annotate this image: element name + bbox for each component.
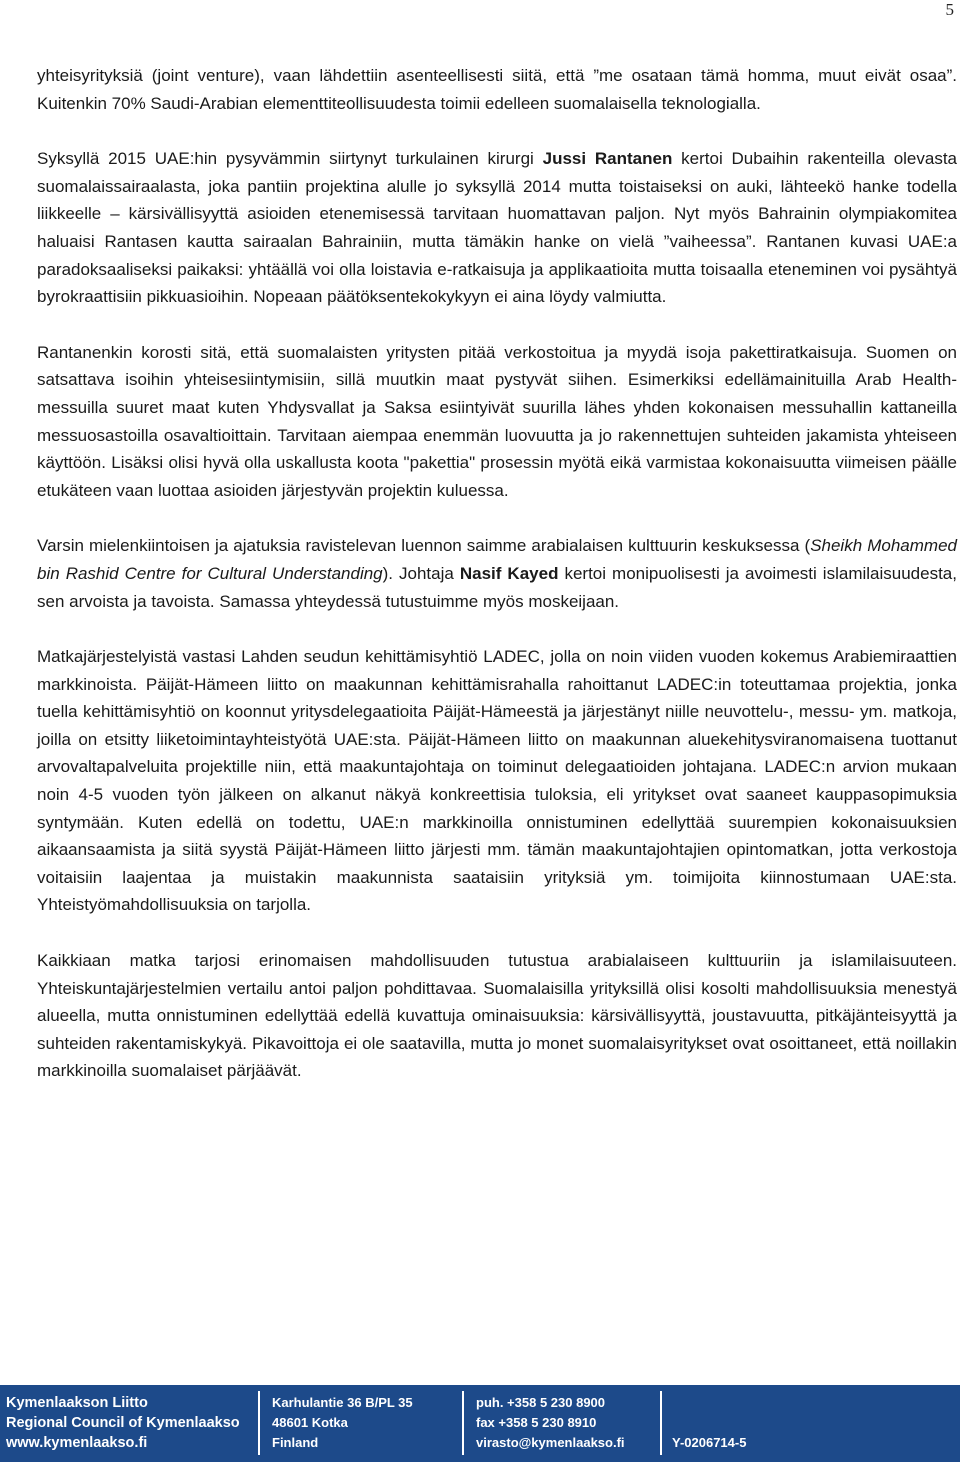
paragraph-6: Kaikkiaan matka tarjosi erinomaisen mahdollisuuden tutustua arabialaiseen kulttuuriin ja islamilaisuuteen. Yhteiskuntajärjestelmien vertailu antoi paljon pohdittavaa. Suomalaisilla yrityksillä olisi kosolti mahdollisuuksia menestyä alueella, mutta onnistuminen edellyttää edellä kuvattuja ominaisuuksia: kärsivällisyyttä, joustavuutta, pitkäjänteisyyttä ja suhteiden rakentamiskykyä. Pikavoittoja ei ole saatavilla, mutta jo monet suomalaisyritykset ovat osoittaneet, että noillakin markkinoilla suomalaiset pärjäävät.	[37, 951, 957, 1081]
paragraph-5: Matkajärjestelyistä vastasi Lahden seudun kehittämisyhtiö LADEC, jolla on noin viiden vuoden kokemus Arabiemiraattien markkinoista. Päijät-Hämeen liitto on maakunnan kehittämisrahalla rahoittanut LADEC:in toteuttamaa projektia, jonka tuella kehittämisyhtiö on koonnut yritysdelegaatioita Päijät-Hämeestä ja järjestänyt niille neuvottelu-, messu- ym. matkoja, joilla on etsitty liiketoimintayhteistyötä UAE:sta. Päijät-Hämeen liitto on maakunnan aluekehitysviranomaisena tuottanut arvovaltapalveluita projektille niin, että maakuntajohtaja on toiminut delegaatioiden johtajana. LADEC:n arvion mukaan noin 4-5 vuoden työn jälkeen on alkanut näkyä konkreettisia tuloksia, eli yritykset ovat saaneet kauppasopimuksia syntymään. Kuten edellä on todettu, UAE:n markkinoilla onnistuminen edellyttää suurempien kokonaisuuksien aikaansaamista ja siitä syystä Päijät-Hämeen liitto järjesti mm. tämän maakuntajohtajien opintomatkan, jotta verkostoja voitaisiin laajentaa ja muistakin maakunnista saataisiin yrityksiä ym. toimijoita kiinnostumaan UAE:sta. Yhteistyömahdollisuuksia on tarjolla.	[37, 647, 957, 915]
footer-address	[272, 1393, 413, 1453]
paragraph-4-text-b: ). Johtaja	[382, 563, 460, 583]
document-body	[37, 62, 957, 1113]
paragraph-4	[37, 532, 957, 615]
fax-number: fax +358 5 230 8910	[476, 1415, 597, 1430]
email-link[interactable]: virasto@kymenlaakso.fi	[476, 1435, 625, 1450]
footer-divider	[660, 1391, 662, 1455]
person-name-jussi-rantanen: Jussi Rantanen	[542, 149, 673, 169]
page-number: 5	[945, 0, 954, 19]
footer-contact	[476, 1393, 625, 1453]
postcode-city: 48601 Kotka	[272, 1415, 348, 1430]
paragraph-2-text-b: kertoi Dubaihin rakenteilla olevasta suomalaissairaalasta, joka pantiin projektina alulle jo syksyllä 2014 mutta toistaiseksi on auki, lähteekö hanke todella liikkeelle – kärsivällisyyttä asioiden etenemisessä tarvitaan huomattavan paljon. Nyt myös Bahrainin olympiakomitea haluaisi Rantasen kautta sairaalan Bahrainiin, mutta tämäkin hanke on vielä ”vaiheessa”. Rantanen kuvasi UAE:a paradoksaaliseksi paikaksi: yhtäällä voi olla loistavia e-ratkaisuja ja applikaatioita mutta toisaalla eteneminen voi pysähtyä byrokraattisiin pikkuasioihin. Nopeaan päätöksentekokykyyn ei aina löydy valmiutta.	[37, 149, 958, 307]
paragraph-4-text-c: kertoi monipuolisesti ja avoimesti islamilaisuudesta, sen arvoista ja tavoista. Samassa yhteydessä tutustuimme myös moskeijaan.	[37, 563, 957, 611]
paragraph-3: Rantanenkin korosti sitä, että suomalaisten yritysten pitää verkostoitua ja myydä isoja pakettiratkaisuja. Suomen on satsattava isoihin yhteisesiintymisiin, sillä muutkin maat pystyvät siihen. Esimerkiksi edellämainituilla Arab Health-messuilla suuret maat kuten Yhdysvallat ja Saksa esiintyivät suurilla lähes yhden kokonaisen messuhallin kattaneilla messuosastoilla osavaltioittain. Tarvitaan aiempaa enemmän luovuutta ja jo rakennettujen suhteiden jakamista yhteiseen käyttöön. Lisäksi olisi hyvä olla uskallusta koota "pakettia" prosessin myötä eikä varmistaa kokonaisuutta viimeisen päälle etukäteen vaan luottaa asioiden järjestyvän projektin kuluessa.	[37, 342, 957, 500]
street-address: Karhulantie 36 B/PL 35	[272, 1395, 413, 1410]
letterhead-footer	[0, 1385, 960, 1462]
country: Finland	[272, 1435, 319, 1450]
business-id: Y-0206714-5	[672, 1435, 747, 1450]
paragraph-2-text-a: Syksyllä 2015 UAE:hin pysyvämmin siirtynyt turkulainen kirurgi	[37, 149, 543, 169]
footer-organization	[6, 1393, 240, 1453]
website-link[interactable]: www.kymenlaakso.fi	[6, 1435, 148, 1451]
org-name-fi: Kymenlaakson Liitto	[6, 1395, 148, 1411]
footer-divider	[258, 1391, 260, 1455]
paragraph-1: yhteisyrityksiä (joint venture), vaan lähdettiin asenteellisesti siitä, että ”me osataan tämä homma, muut eivät osaa”. Kuitenkin 70% Saudi-Arabian elementtiteollisuudesta toimii edelleen suomalaisella teknologialla.	[37, 66, 957, 113]
footer-divider	[462, 1391, 464, 1455]
org-name-en: Regional Council of Kymenlaakso	[6, 1415, 240, 1431]
paragraph-2	[37, 145, 957, 311]
centre-name: Sheikh Mohammed bin Rashid Centre for Cultural Understanding	[37, 536, 957, 583]
phone-number: puh. +358 5 230 8900	[476, 1395, 606, 1410]
person-name-nasif-kayed: Nasif Kayed	[459, 563, 559, 583]
paragraph-4-text-a: Varsin mielenkiintoisen ja ajatuksia ravistelevan luennon saimme arabialaisen kulttuurin keskuksessa (	[37, 536, 811, 556]
